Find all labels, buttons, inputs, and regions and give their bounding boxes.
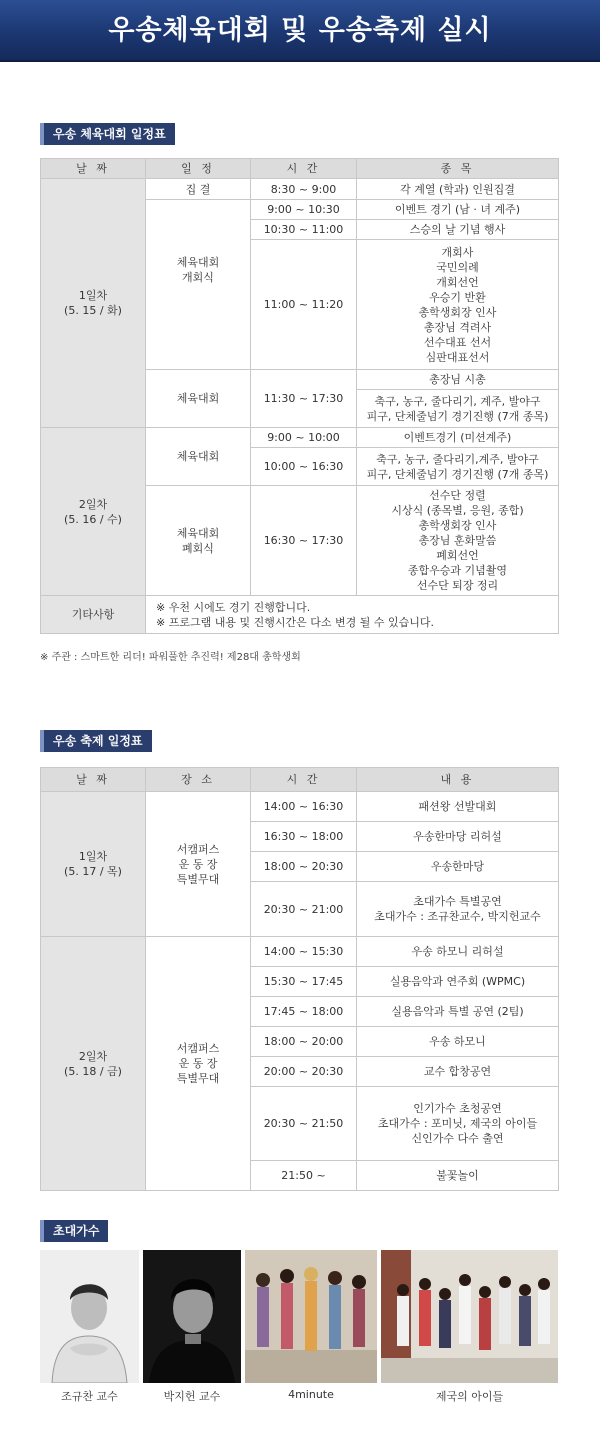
etc-line: ※ 우천 시에도 경기 진행합니다. xyxy=(156,600,311,614)
header-event: 일 정 xyxy=(146,159,251,179)
time-cell: 10:30 ~ 11:00 xyxy=(251,220,357,240)
time-cell: 16:30 ~ 18:00 xyxy=(251,822,357,852)
item-cell: 스승의 날 기념 행사 xyxy=(357,220,559,240)
time-cell: 18:00 ~ 20:30 xyxy=(251,852,357,882)
portrait-image xyxy=(143,1250,241,1383)
day-number: 1일차 xyxy=(78,850,108,863)
event-cell xyxy=(146,486,251,596)
item-cell: 패션왕 선발대회 xyxy=(357,792,559,822)
time-cell: 14:00 ~ 16:30 xyxy=(251,792,357,822)
item-cell: 우송한마당 xyxy=(357,852,559,882)
item-line: 초대가수 특별공연 xyxy=(413,895,502,908)
sports-section-title: 우송 체육대회 일정표 xyxy=(40,123,175,145)
item-line: 종합우승과 기념촬영 xyxy=(407,564,508,577)
item-line: 초대가수 : 조규찬교수, 박지헌교수 xyxy=(374,910,541,923)
item-line: 폐회선언 xyxy=(436,549,479,562)
item-cell: 실용음악과 연주회 (WPMC) xyxy=(357,967,559,997)
guest-caption-2: 박지헌 교수 xyxy=(163,1390,221,1403)
item-line: 피구, 단체줄넘기 경기진행 (7개 종목) xyxy=(366,467,549,481)
table-row xyxy=(41,937,559,967)
item-cell: 실용음악과 특별 공연 (2팀) xyxy=(357,997,559,1027)
item-cell: 이벤트 경기 (남 · 녀 계주) xyxy=(357,200,559,220)
event-cell: 체육대회 xyxy=(146,428,251,486)
item-cell xyxy=(357,390,559,428)
item-cell: 우송한마당 리허설 xyxy=(357,822,559,852)
item-cell: 불꽃놀이 xyxy=(357,1161,559,1191)
day2-label xyxy=(41,937,146,1191)
item-line: 축구, 농구, 줄다리기,계주, 발야구 xyxy=(376,452,539,466)
day-number: 2일차 xyxy=(78,1049,108,1063)
item-cell xyxy=(357,882,559,937)
day-number: 1일차 xyxy=(78,289,108,302)
festival-section-title: 우송 축제 일정표 xyxy=(40,730,152,752)
header-item: 종 목 xyxy=(357,159,559,179)
item-cell: 각 계열 (학과) 인원집결 xyxy=(357,179,559,200)
time-cell: 14:00 ~ 15:30 xyxy=(251,937,357,967)
header-time: 시 간 xyxy=(251,159,357,179)
item-cell xyxy=(357,240,559,370)
time-cell: 20:00 ~ 20:30 xyxy=(251,1057,357,1087)
guest-caption-1: 조규찬 교수 xyxy=(61,1390,118,1403)
time-cell: 20:30 ~ 21:50 xyxy=(251,1087,357,1161)
header-date: 날 짜 xyxy=(41,768,146,792)
header-time: 시 간 xyxy=(251,768,357,792)
header-place: 장 소 xyxy=(146,768,251,792)
item-line: 신인가수 다수 출연 xyxy=(411,1132,504,1145)
item-line: 국민의례 xyxy=(436,260,479,274)
item-line: 선수단 퇴장 정리 xyxy=(416,579,499,592)
item-line: 시상식 (종목별, 응원, 종합) xyxy=(391,504,524,517)
time-cell: 21:50 ~ xyxy=(251,1161,357,1191)
guest-caption-3: 4minute xyxy=(288,1388,334,1401)
group-image xyxy=(381,1250,558,1383)
header-date: 날 짜 xyxy=(41,159,146,179)
guest-photo-3 xyxy=(245,1250,377,1383)
table-row xyxy=(41,428,559,448)
item-cell: 이벤트경기 (미션계주) xyxy=(357,428,559,448)
table-header-row xyxy=(41,768,559,792)
organizer-note: ※ 주관 : 스마트한 리더! 파워풀한 추진력! 제28대 총학생회 xyxy=(40,652,301,663)
table-row xyxy=(41,179,559,200)
event-line: 체육대회 xyxy=(176,526,220,540)
place-cell xyxy=(146,792,251,937)
event-line: 체육대회 xyxy=(176,255,220,269)
item-line: 총장님 격려사 xyxy=(423,320,492,334)
time-cell: 9:00 ~ 10:00 xyxy=(251,428,357,448)
guest-caption-4: 제국의 아이들 xyxy=(435,1390,504,1403)
time-cell: 16:30 ~ 17:30 xyxy=(251,486,357,596)
item-line: 총학생회장 인사 xyxy=(418,519,497,532)
guests-section-title: 초대가수 xyxy=(40,1220,108,1242)
event-cell: 집 결 xyxy=(146,179,251,200)
day1-label xyxy=(41,792,146,937)
table-header-row xyxy=(41,159,559,179)
place-line: 특별무대 xyxy=(176,1072,220,1085)
place-line: 운 동 장 xyxy=(178,1057,218,1070)
time-cell: 9:00 ~ 10:30 xyxy=(251,200,357,220)
event-cell xyxy=(146,200,251,370)
day-date: (5. 16 / 수) xyxy=(64,512,122,526)
item-line: 선수대표 선서 xyxy=(423,335,492,349)
item-line: 개회선언 xyxy=(436,275,479,289)
place-line: 서캠퍼스 xyxy=(176,842,220,856)
item-cell xyxy=(357,448,559,486)
place-line: 운 동 장 xyxy=(178,857,218,871)
place-cell xyxy=(146,937,251,1191)
item-cell: 우송 하모니 리허설 xyxy=(357,937,559,967)
time-cell: 8:30 ~ 9:00 xyxy=(251,179,357,200)
event-cell: 체육대회 xyxy=(146,370,251,428)
item-line: 선수단 정렬 xyxy=(429,489,486,502)
time-cell: 11:00 ~ 11:20 xyxy=(251,240,357,370)
festival-schedule-table xyxy=(40,767,559,1191)
day-date: (5. 18 / 금) xyxy=(64,1064,122,1078)
event-line: 폐회식 xyxy=(182,541,214,555)
time-cell: 10:00 ~ 16:30 xyxy=(251,448,357,486)
place-line: 특별무대 xyxy=(176,872,220,886)
item-line: 총학생회장 인사 xyxy=(418,305,497,319)
event-line: 개회식 xyxy=(182,270,214,284)
etc-text xyxy=(146,596,559,634)
item-line: 초대가수 : 포미닛, 제국의 아이들 xyxy=(377,1117,538,1130)
item-line: 개회사 xyxy=(441,245,474,259)
item-line: 인기가수 초청공연 xyxy=(413,1102,502,1115)
etc-label: 기타사항 xyxy=(41,596,146,634)
item-cell xyxy=(357,486,559,596)
item-line: 총장님 훈화말씀 xyxy=(418,534,497,547)
item-cell xyxy=(357,1087,559,1161)
page-banner: 우송체육대회 및 우송축제 실시 xyxy=(0,0,600,62)
item-line: 피구, 단체줄넘기 경기진행 (7개 종목) xyxy=(366,409,549,423)
day-date: (5. 15 / 화) xyxy=(64,304,122,317)
header-content: 내 용 xyxy=(357,768,559,792)
item-cell: 총장님 시총 xyxy=(357,370,559,390)
item-line: 우승기 반환 xyxy=(429,290,486,304)
guest-photo-4 xyxy=(381,1250,558,1383)
time-cell: 18:00 ~ 20:00 xyxy=(251,1027,357,1057)
day-date: (5. 17 / 목) xyxy=(64,865,122,878)
time-cell: 11:30 ~ 17:30 xyxy=(251,370,357,428)
guest-photo-1 xyxy=(40,1250,139,1383)
guest-photo-2 xyxy=(143,1250,241,1383)
time-cell: 20:30 ~ 21:00 xyxy=(251,882,357,937)
item-line: 축구, 농구, 줄다리기, 계주, 발야구 xyxy=(374,394,541,408)
item-cell: 교수 합창공연 xyxy=(357,1057,559,1087)
day1-label xyxy=(41,179,146,428)
time-cell: 15:30 ~ 17:45 xyxy=(251,967,357,997)
table-row xyxy=(41,792,559,822)
day-number: 2일차 xyxy=(78,497,108,511)
place-line: 서캠퍼스 xyxy=(176,1042,220,1055)
portrait-image xyxy=(40,1250,139,1383)
day2-label xyxy=(41,428,146,596)
etc-line: ※ 프로그램 내용 및 진행시간은 다소 변경 될 수 있습니다. xyxy=(156,615,434,629)
group-image xyxy=(245,1250,377,1383)
table-row xyxy=(41,596,559,634)
time-cell: 17:45 ~ 18:00 xyxy=(251,997,357,1027)
item-cell: 우송 하모니 xyxy=(357,1027,559,1057)
sports-schedule-table xyxy=(40,158,559,634)
item-line: 심판대표선서 xyxy=(425,350,490,364)
